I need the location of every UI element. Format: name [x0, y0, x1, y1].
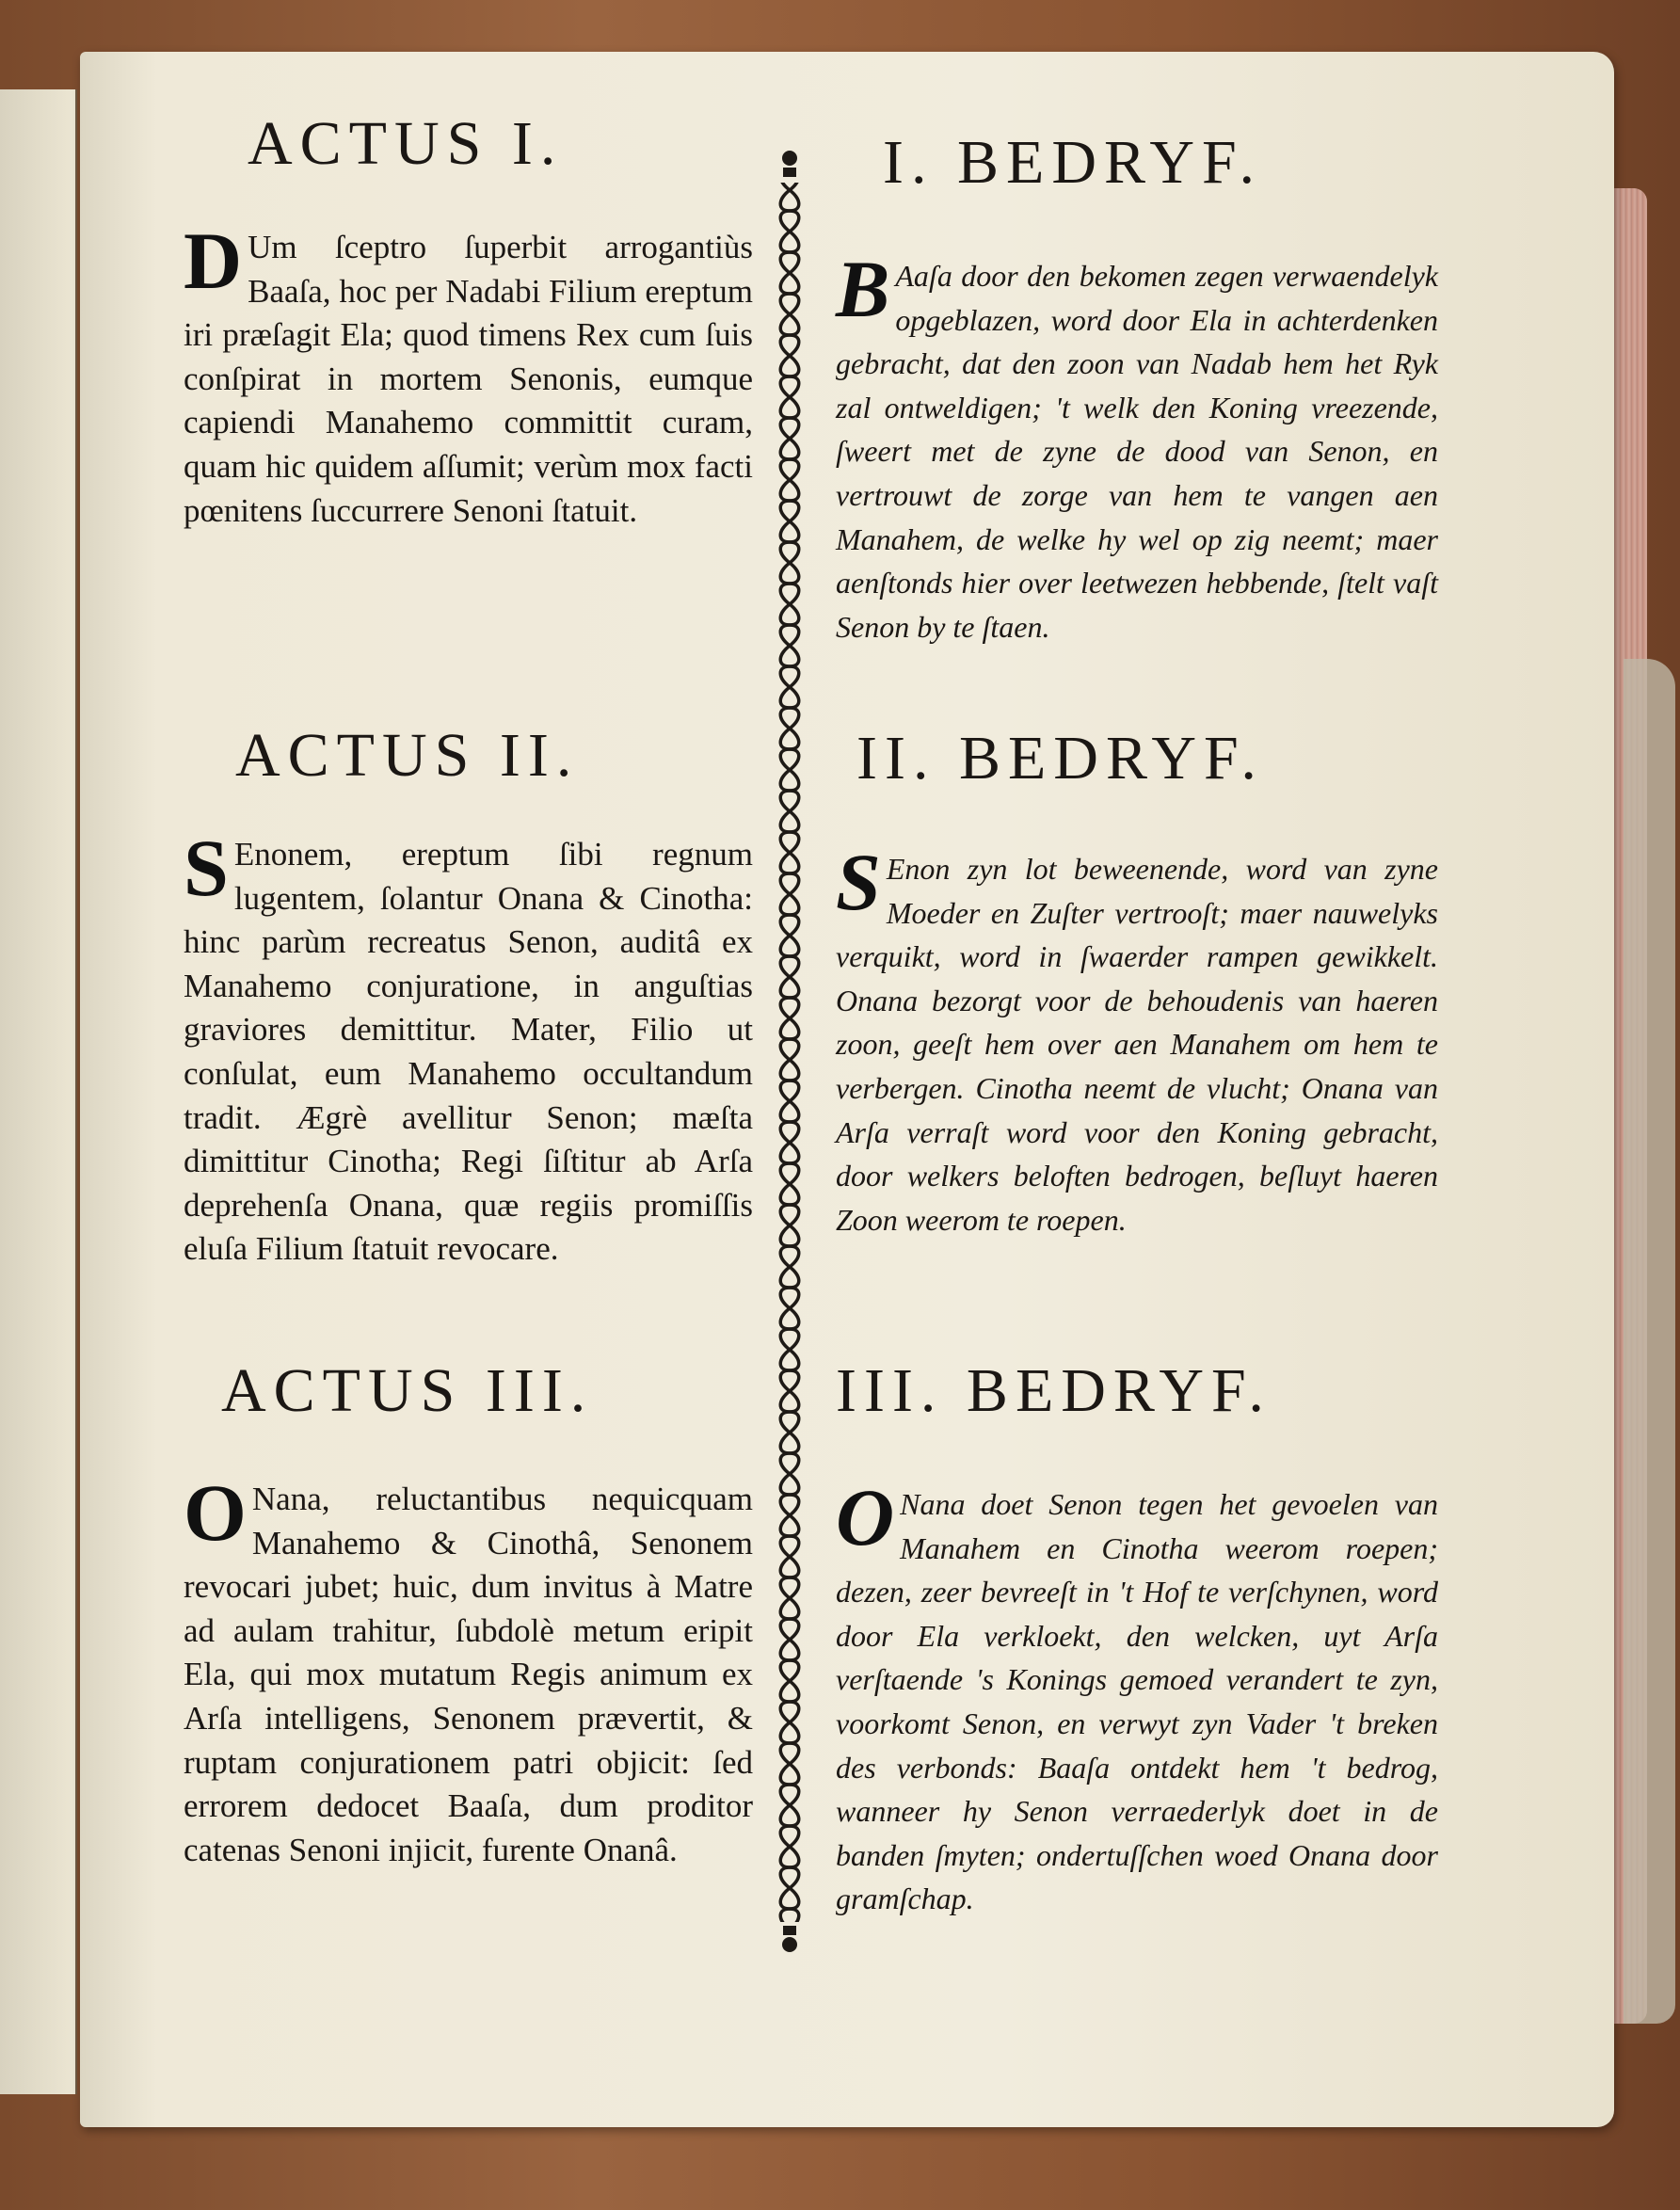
- dropcap: S: [184, 823, 229, 913]
- act3-text-dutch: Nana doet Senon tegen het gevoelen van Manahem en Cinotha weerom roepen; dezen, zeer bevreeſt in 't Hof te verſchynen, word door Ela verkloekt, den welcken, uyt Arſa verſtaende 's Konings gemoed verandert te zyn, voorkomt Senon, en verwyt zyn Vader 't breken des verbonds: Baaſa ontdekt hem 't bedrog, wanneer hy Senon verraederlyk doet in de banden ſmyten; ondertuſſchen woed Onana door gramſchap.: [836, 1487, 1438, 1916]
- act2-heading-latin: ACTUS II.: [235, 721, 580, 790]
- act1-synopsis-latin: [184, 216, 753, 533]
- facing-page-edge: [0, 89, 77, 2094]
- act2-text-latin: Enonem, ereptum ſibi regnum lugentem, ſolantur Onana & Cinotha: hinc parùm recreatus Senon, auditâ ex Manahemo conjuratione, in anguſtias graviores demittitur. Mater, Filio ut conſulat, eum Manahemo occultandum tradit. Ægrè avellitur Senon; mæſta dimittitur Cinotha; Regi ſiſtitur ab Arſa deprehenſa Onana, quæ regiis promiſſis eluſa Filium ſtatuit revocare.: [184, 836, 753, 1268]
- act3-text-latin: Nana, reluctantibus nequicquam Manahemo & Cinothâ, Senonem revocari jubet; huic, dum invitus à Matre ad aulam trahitur, ſubdolè metum eripit Ela, qui mox mutatum Regis animum ex Arſa intelligens, Senonem prævertit, & ruptam conjurationem patri objicit: ſed errorem dedocet Baaſa, dum proditor catenas Senoni injicit, furente Onanâ.: [184, 1481, 753, 1868]
- act1-text-latin: Um ſceptro ſuperbit arrogantiùs Baaſa, hoc per Nadabi Filium ereptum iri præſagit Ela; quod timens Rex cum ſuis conſpirat in mortem Senonis, eumque capiendi Manahemo committit curam, quam hic quidem aſſumit; verùm mox facti pœnitens ſuccurrere Senoni ſtatuit.: [184, 229, 753, 529]
- act2-synopsis-latin: [184, 823, 753, 1272]
- dropcap: O: [184, 1467, 247, 1558]
- act3-synopsis-latin: [184, 1467, 753, 1872]
- dropcap: O: [836, 1472, 895, 1562]
- rough-page-edge: [1624, 659, 1675, 2024]
- finial-top-icon: [782, 151, 797, 166]
- dropcap: D: [184, 216, 243, 306]
- act2-heading-dutch: II. BEDRYF.: [856, 724, 1264, 793]
- act1-heading-latin: ACTUS I.: [248, 109, 564, 178]
- ornamental-chain-divider: [774, 149, 806, 1956]
- act1-heading-dutch: I. BEDRYF.: [883, 128, 1262, 197]
- act3-heading-dutch: III. BEDRYF.: [836, 1356, 1272, 1425]
- dropcap: S: [836, 837, 881, 927]
- dropcap: B: [836, 244, 890, 334]
- act3-synopsis-dutch: [836, 1472, 1438, 1921]
- finial-bottom-icon: [782, 1937, 797, 1952]
- act3-heading-latin: ACTUS III.: [221, 1356, 594, 1425]
- act1-text-dutch: Aaſa door den bekomen zegen verwaendelyk opgeblazen, word door Ela in achterdenken gebracht, dat den zoon van Nadab hem het Ryk zal ontweldigen; 't welk den Koning vreezende, ſweert met de zyne de dood van Senon, en vertrouwt de zorge van hem te vangen aen Manahem, de welke hy wel op zig neemt; maer aenſtonds hier over leetwezen hebbende, ſtelt vaſt Senon by te ſtaen.: [836, 259, 1438, 644]
- act2-synopsis-dutch: [836, 837, 1438, 1241]
- act2-text-dutch: Enon zyn lot beweenende, word van zyne Moeder en Zuſter vertrooſt; maer nauwelyks verquikt, word in ſwaerder rampen gewikkelt. Onana bezorgt voor de behoudenis van haeren zoon, geeſt hem over aen Manahem om hem te verbergen. Cinotha neemt de vlucht; Onana van Arſa verraſt word voor den Koning gebracht, door welkers beloften bedrogen, beſluyt haeren Zoon weerom te roepen.: [836, 852, 1438, 1237]
- act1-synopsis-dutch: [836, 244, 1438, 649]
